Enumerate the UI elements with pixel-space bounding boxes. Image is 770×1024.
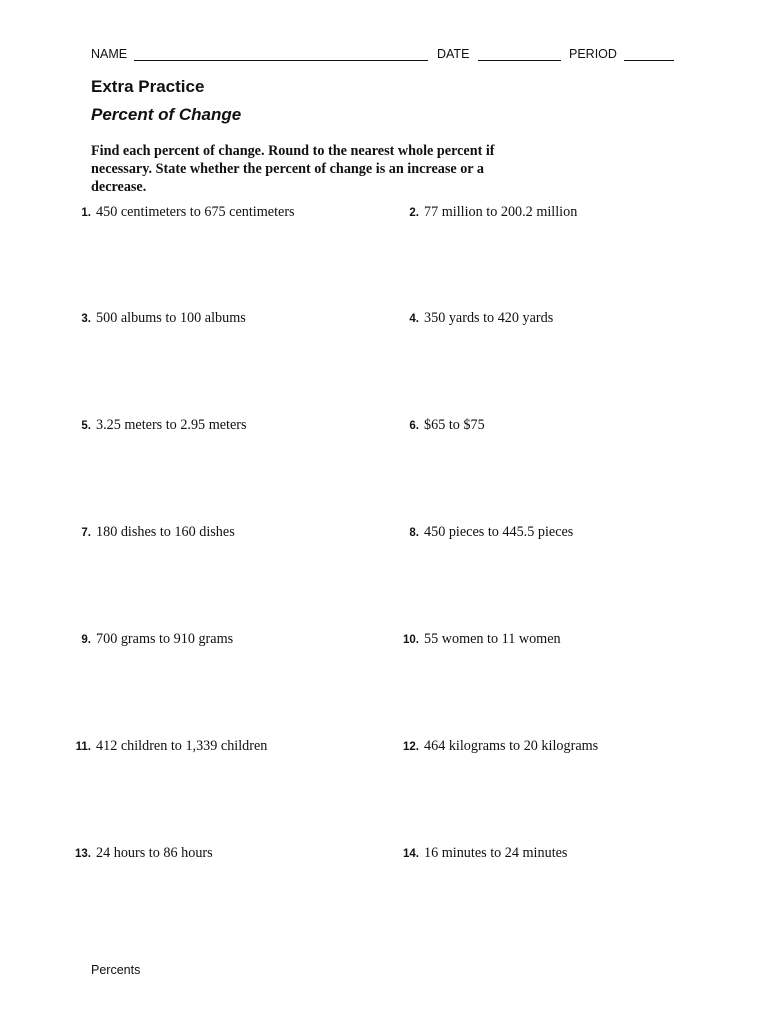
problem-number: 3. xyxy=(81,313,91,325)
student-info-header xyxy=(91,46,681,64)
problem-text: 3.25 meters to 2.95 meters xyxy=(96,417,247,433)
problem-number: 14. xyxy=(403,848,419,860)
name-label: NAME xyxy=(91,47,128,61)
problem-9 xyxy=(75,630,233,649)
problem-14 xyxy=(399,844,567,863)
problem-text: 464 kilograms to 20 kilograms xyxy=(424,738,599,754)
problem-number: 2. xyxy=(409,207,419,219)
problem-1 xyxy=(75,203,295,222)
problem-text: 500 albums to 100 albums xyxy=(96,310,246,326)
problem-number: 13. xyxy=(75,848,91,860)
problem-text: 412 children to 1,339 children xyxy=(96,738,268,754)
problem-number: 7. xyxy=(81,527,91,539)
problem-text: 700 grams to 910 grams xyxy=(96,631,234,647)
problem-number: 1. xyxy=(81,207,91,219)
worksheet-subtitle: Percent of Change xyxy=(91,105,242,124)
problem-3 xyxy=(75,309,246,328)
instructions: Find each percent of change. Round to the nearest whole percent if necessary. State whether the percent of change is an increase or a decrease. xyxy=(91,143,495,195)
problem-text: 350 yards to 420 yards xyxy=(424,310,554,326)
problem-text: $65 to $75 xyxy=(424,417,485,433)
period-label: PERIOD xyxy=(569,47,617,61)
problem-12 xyxy=(399,737,598,756)
problem-number: 4. xyxy=(409,313,419,325)
problem-11 xyxy=(75,737,267,756)
footer-section-label: Percents xyxy=(91,963,141,977)
problem-10 xyxy=(399,630,561,649)
problem-7 xyxy=(75,523,235,542)
date-label: DATE xyxy=(437,47,470,61)
period-blank-line[interactable] xyxy=(624,60,674,61)
problem-number: 9. xyxy=(81,634,91,646)
problem-8 xyxy=(399,523,573,542)
problem-text: 450 centimeters to 675 centimeters xyxy=(96,204,295,220)
problem-number: 5. xyxy=(81,420,91,432)
problem-13 xyxy=(75,844,213,863)
problem-text: 180 dishes to 160 dishes xyxy=(96,524,235,540)
problem-6 xyxy=(399,416,485,435)
problem-number: 8. xyxy=(409,527,419,539)
problem-4 xyxy=(399,309,553,328)
problem-number: 6. xyxy=(409,420,419,432)
problem-number: 12. xyxy=(403,741,419,753)
problem-text: 55 women to 11 women xyxy=(424,631,561,647)
problem-text: 77 million to 200.2 million xyxy=(424,204,578,220)
date-blank-line[interactable] xyxy=(478,60,561,61)
problem-text: 16 minutes to 24 minutes xyxy=(424,845,568,861)
problem-number: 11. xyxy=(75,741,91,753)
problem-text: 24 hours to 86 hours xyxy=(96,845,213,861)
worksheet-title: Extra Practice xyxy=(91,77,205,96)
name-blank-line[interactable] xyxy=(134,60,428,61)
problem-2 xyxy=(399,203,577,222)
problem-5 xyxy=(75,416,247,435)
problem-text: 450 pieces to 445.5 pieces xyxy=(424,524,574,540)
problem-number: 10. xyxy=(403,634,419,646)
